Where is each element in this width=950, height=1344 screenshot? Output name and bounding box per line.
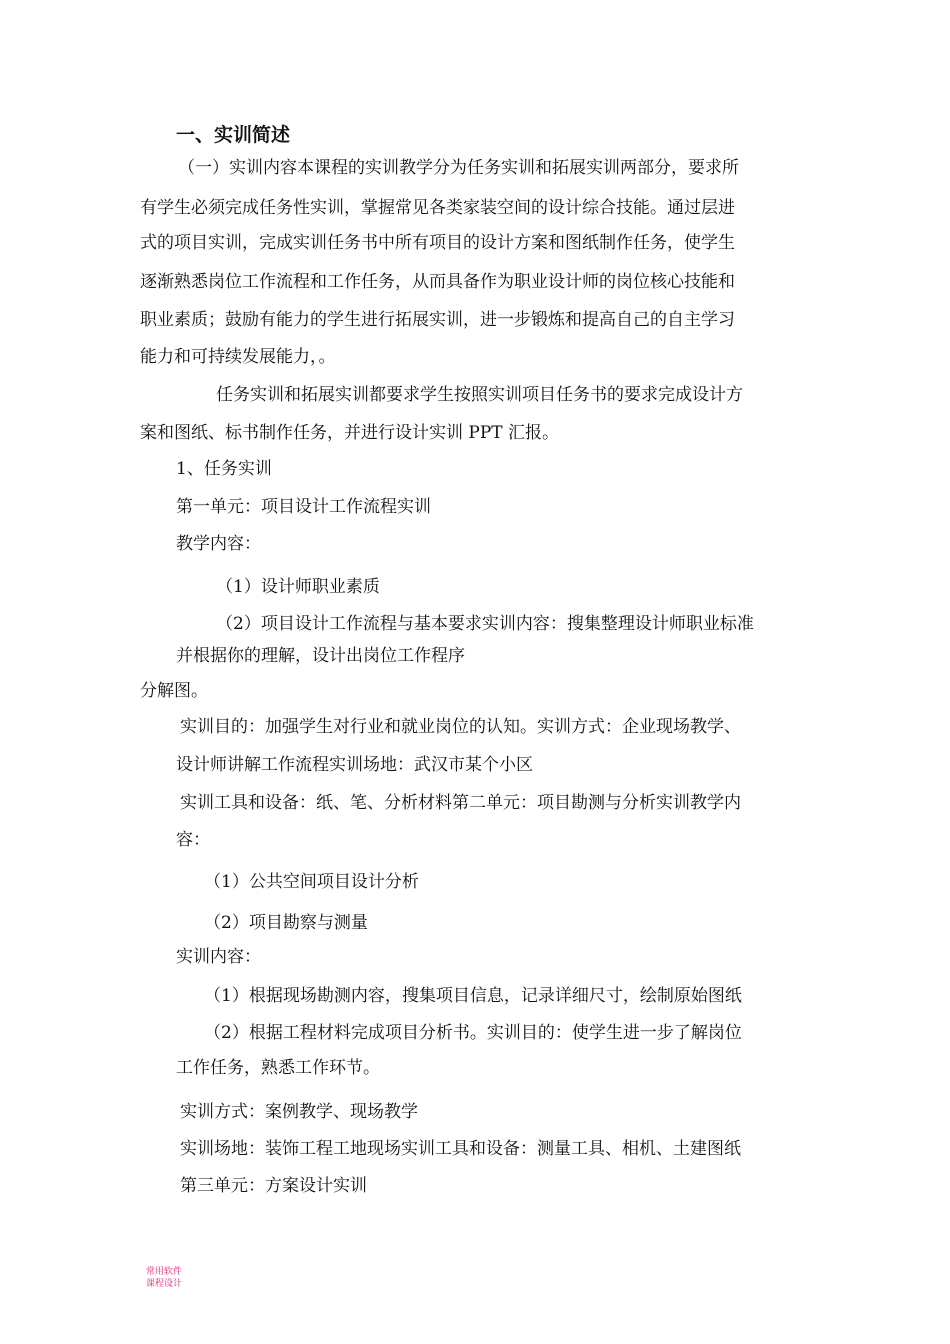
para2-line-1: 任务实训和拓展实训都要求学生按照实训项目任务书的要求完成设计方 [216, 385, 743, 405]
intro-line-3: 式的项目实训，完成实训任务书中所有项目的设计方案和图纸制作任务，使学生 [140, 233, 735, 253]
intro-line-1: （一）实训内容本课程的实训教学分为任务实训和拓展实训两部分，要求所 [178, 158, 739, 178]
unit1-item-2-line-2: 并根据你的理解，设计出岗位工作程序 [176, 646, 465, 666]
content-item-2-line-1: （2）根据工程材料完成项目分析书。实训目的：使学生进一步了解岗位 [204, 1023, 742, 1043]
intro-line-6: 能力和可持续发展能力，。 [140, 347, 336, 367]
goal-line-2: 设计师讲解工作流程实训场地：武汉市某个小区 [176, 755, 533, 775]
teach-label: 教学内容： [176, 534, 261, 554]
content-label: 实训内容： [176, 947, 261, 967]
tools-line-1: 实训工具和设备：纸、笔、分析材料第二单元：项目勘测与分析实训教学内 [180, 793, 741, 813]
task-heading: 1、任务实训 [176, 459, 272, 479]
unit3-title: 第三单元：方案设计实训 [180, 1176, 367, 1196]
footer-line-1: 常用软件 [146, 1267, 183, 1277]
unit1-item-1: （1）设计师职业素质 [216, 577, 380, 597]
section-title: 一、实训简述 [176, 124, 291, 146]
para2-line-2: 案和图纸、标书制作任务，并进行设计实训 PPT 汇报。 [140, 423, 560, 443]
unit1-title: 第一单元：项目设计工作流程实训 [176, 497, 431, 517]
unit2-item-2: （2）项目勘察与测量 [204, 913, 368, 933]
unit1-item-2-line-1: （2）项目设计工作流程与基本要求实训内容：搜集整理设计师职业标准 [216, 614, 754, 634]
footer-watermark [146, 1266, 182, 1290]
unit2-item-1: （1）公共空间项目设计分析 [204, 872, 419, 892]
tools-line-2: 容： [176, 830, 210, 850]
site-line: 实训场地：装饰工程工地现场实训工具和设备：测量工具、相机、土建图纸 [180, 1139, 741, 1159]
content-item-2-line-2: 工作任务，熟悉工作环节。 [176, 1058, 380, 1078]
method-line: 实训方式：案例教学、现场教学 [180, 1102, 418, 1122]
footer-line-2: 课程设计 [146, 1279, 183, 1289]
content-item-1: （1）根据现场勘测内容，搜集项目信息，记录详细尺寸，绘制原始图纸 [204, 986, 742, 1006]
intro-line-2: 有学生必须完成任务性实训，掌握常见各类家装空间的设计综合技能。通过层进 [140, 198, 735, 218]
unit1-item-2-line-3: 分解图。 [140, 681, 208, 701]
goal-line-1: 实训目的：加强学生对行业和就业岗位的认知。实训方式：企业现场教学、 [180, 717, 741, 737]
intro-line-5: 职业素质；鼓励有能力的学生进行拓展实训，进一步锻炼和提高自己的自主学习 [140, 310, 735, 330]
intro-line-4: 逐渐熟悉岗位工作流程和工作任务，从而具备作为职业设计师的岗位核心技能和 [140, 272, 735, 292]
